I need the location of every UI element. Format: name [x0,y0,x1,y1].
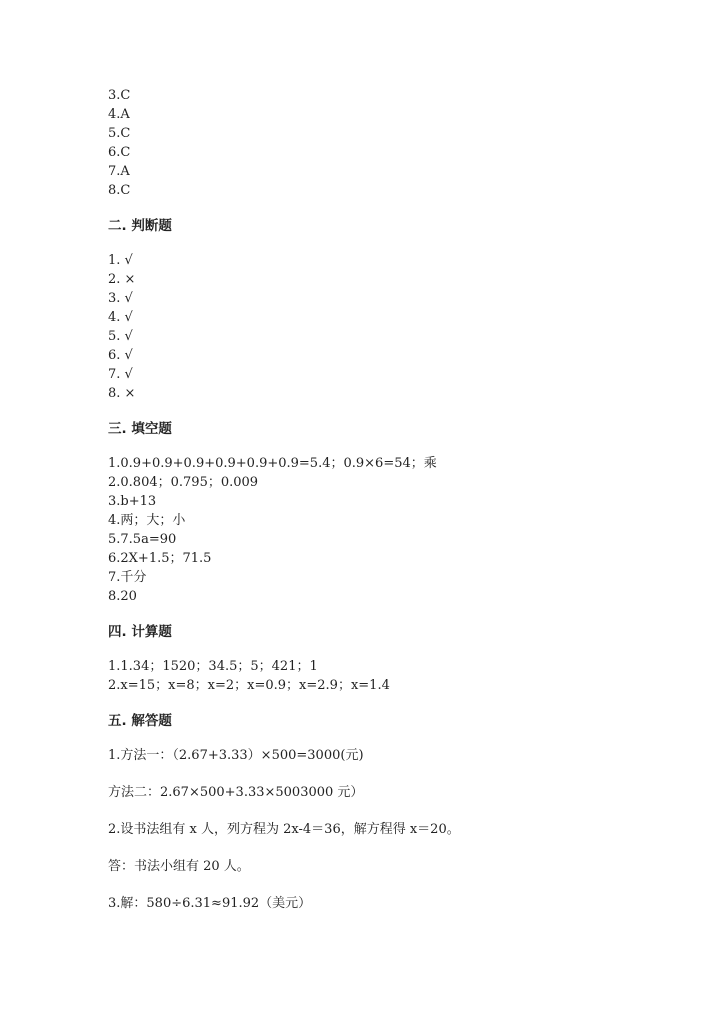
section-judgment-title: 二. 判断题 [108,218,172,234]
section-calculation-title: 四. 计算题 [108,624,172,640]
solution-paragraph-3: 2.设书法组有 x 人，列方程为 2x-4＝36，解方程得 x＝20。 [108,822,460,837]
answer-page [108,86,628,913]
section-fill-blank-title: 三. 填空题 [108,421,172,437]
judgment-answer-4: 4. √ [108,310,133,325]
calculation-answer-2: 2.x=15；x=8；x=2；x=0.9；x=2.9；x=1.4 [108,678,390,693]
solution-paragraph-1: 1.方法一：（2.67+3.33）×500=3000(元) [108,748,364,763]
choice-answer-4: 4.A [108,107,130,122]
judgment-answers [108,251,628,403]
fill-blank-answer-4: 4.两；大；小 [108,513,186,528]
judgment-answer-3: 3. √ [108,291,133,306]
fill-blank-answer-8: 8.20 [108,589,137,604]
fill-blank-answer-7: 7.千分 [108,570,147,585]
choice-answer-6: 6.C [108,145,131,160]
choice-answer-3: 3.C [108,88,131,103]
fill-blank-answers [108,454,628,606]
judgment-answer-2: 2. × [108,272,136,287]
choice-answer-5: 5.C [108,126,131,141]
calculation-answers [108,657,628,695]
choice-answer-8: 8.C [108,183,131,198]
judgment-answer-1: 1. √ [108,253,133,268]
section-solution-title: 五. 解答题 [108,713,172,729]
fill-blank-answer-1: 1.0.9+0.9+0.9+0.9+0.9+0.9=5.4；0.9×6=54；乘 [108,456,437,471]
fill-blank-answer-5: 5.7.5a=90 [108,532,177,547]
calculation-answer-1: 1.1.34；1520；34.5；5；421；1 [108,659,318,674]
judgment-answer-8: 8. × [108,386,136,401]
fill-blank-answer-2: 2.0.804；0.795；0.009 [108,475,259,490]
fill-blank-answer-3: 3.b+13 [108,494,157,509]
choice-answers [108,86,628,200]
solution-answers [108,746,628,913]
solution-paragraph-5: 3.解：580÷6.31≈91.92（美元） [108,896,312,911]
fill-blank-answer-6: 6.2X+1.5；71.5 [108,551,212,566]
choice-answer-7: 7.A [108,164,130,179]
solution-paragraph-2: 方法二：2.67×500+3.33×5003000 元） [108,785,364,800]
judgment-answer-7: 7. √ [108,367,133,382]
judgment-answer-5: 5. √ [108,329,133,344]
judgment-answer-6: 6. √ [108,348,133,363]
solution-paragraph-4: 答：书法小组有 20 人。 [108,859,250,874]
